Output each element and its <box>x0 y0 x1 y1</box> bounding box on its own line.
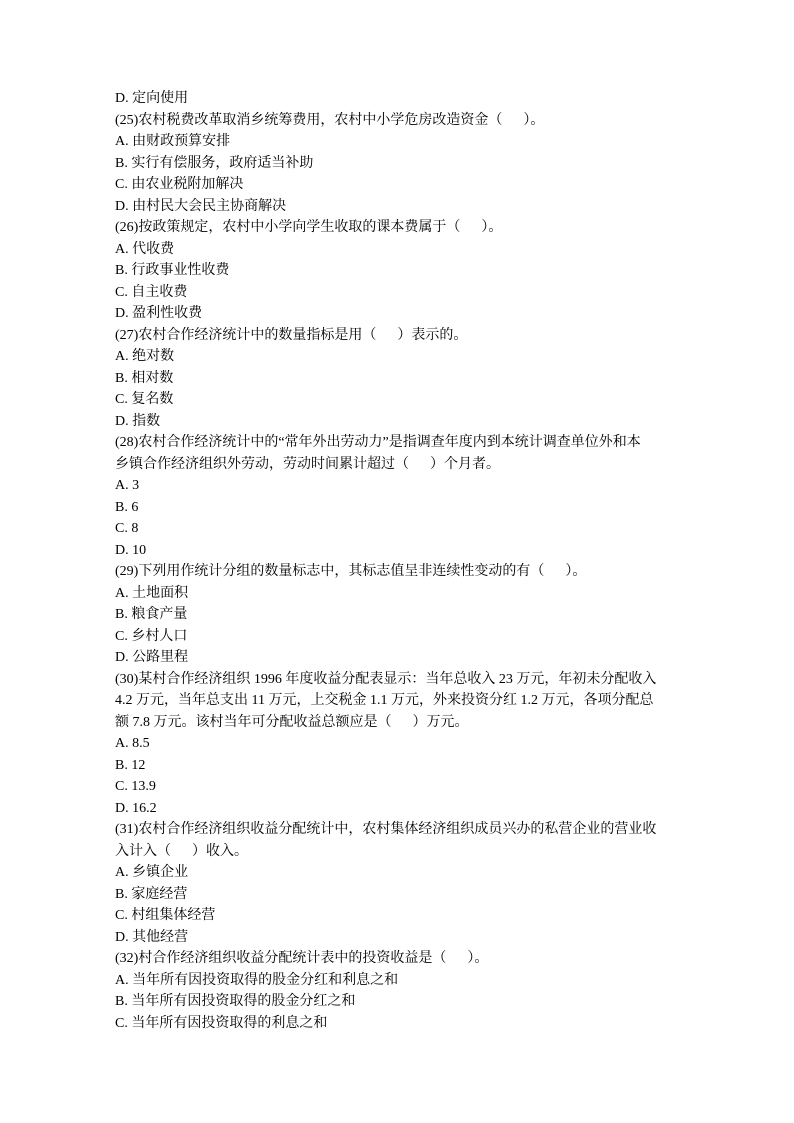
option-28-d: D. 10 <box>115 542 147 558</box>
option-28-c: C. 8 <box>115 521 139 536</box>
question-32: (32)村合作经济组织收益分配统计表中的投资收益是（ ）。 <box>115 951 489 966</box>
option-32-c: C. 当年所有因投资取得的利息之和 <box>115 1015 328 1031</box>
option-31-c: C. 村组集体经营 <box>115 908 216 923</box>
option-29-c: C. 乡村人口 <box>115 628 188 644</box>
option-26-a: A. 代收费 <box>115 241 175 257</box>
option-30-d: D. 16.2 <box>115 800 157 816</box>
document-text-block <box>115 88 689 1034</box>
option-27-c: C. 复名数 <box>115 392 174 407</box>
question-30-line-2: 4.2 万元，当年总支出 11 万元，上交税金 1.1 万元，外来投资分红 1.2 万元，各项分配总 <box>115 693 654 708</box>
option-29-b: B. 粮食产量 <box>115 607 188 622</box>
question-26: (26)按政策规定，农村中小学向学生收取的课本费属于（ ）。 <box>115 220 503 235</box>
option-29-a: A. 土地面积 <box>115 585 189 601</box>
option-32-b: B. 当年所有因投资取得的股金分红之和 <box>115 994 356 1009</box>
option-30-c: C. 13.9 <box>115 779 156 794</box>
question-31-line-1: (31)农村合作经济组织收益分配统计中，农村集体经济组织成员兴办的私营企业的营业收 <box>115 822 657 837</box>
option-31-b: B. 家庭经营 <box>115 886 188 902</box>
option-25-c: C. 由农业税附加解决 <box>115 177 244 192</box>
question-25: (25)农村税费改革取消乡统筹费用，农村中小学危房改造资金（ ）。 <box>115 112 545 128</box>
option-27-b: B. 相对数 <box>115 370 174 386</box>
option-30-a: A. 8.5 <box>115 736 150 751</box>
option-27-d: D. 指数 <box>115 413 161 429</box>
option-30-b: B. 12 <box>115 757 146 773</box>
option-27-a: A. 绝对数 <box>115 349 175 364</box>
option-25-a: A. 由财政预算安排 <box>115 134 231 149</box>
option-24-d: D. 定向使用 <box>115 91 189 106</box>
question-28-line-1: (28)农村合作经济统计中的“常年外出劳动力”是指调查年度内到本统计调查单位外和本 <box>115 435 641 450</box>
question-30-line-3: 额 7.8 万元。该村当年可分配收益总额应是（ ）万元。 <box>115 714 469 730</box>
question-29: (29)下列用作统计分组的数量标志中，其标志值呈非连续性变动的有（ ）。 <box>115 564 587 579</box>
option-31-a: A. 乡镇企业 <box>115 865 189 880</box>
option-32-a: A. 当年所有因投资取得的股金分红和利息之和 <box>115 972 399 988</box>
option-26-c: C. 自主收费 <box>115 284 188 300</box>
option-28-b: B. 6 <box>115 499 139 515</box>
question-27: (27)农村合作经济统计中的数量指标是用（ ）表示的。 <box>115 327 468 343</box>
option-26-d: D. 盈利性收费 <box>115 306 203 321</box>
option-25-d: D. 由村民大会民主协商解决 <box>115 198 287 214</box>
question-31-line-2: 入计入（ ）收入。 <box>115 843 248 859</box>
option-28-a: A. 3 <box>115 478 140 493</box>
question-28-line-2: 乡镇合作经济组织外劳动，劳动时间累计超过（ ）个月者。 <box>115 456 500 472</box>
option-31-d: D. 其他经营 <box>115 929 189 945</box>
option-29-d: D. 公路里程 <box>115 650 189 665</box>
option-26-b: B. 行政事业性收费 <box>115 263 230 278</box>
option-25-b: B. 实行有偿服务，政府适当补助 <box>115 155 314 171</box>
question-30-line-1: (30)某村合作经济组织 1996 年度收益分配表显示：当年总收入 23 万元，年初未分配收入 <box>115 671 657 687</box>
